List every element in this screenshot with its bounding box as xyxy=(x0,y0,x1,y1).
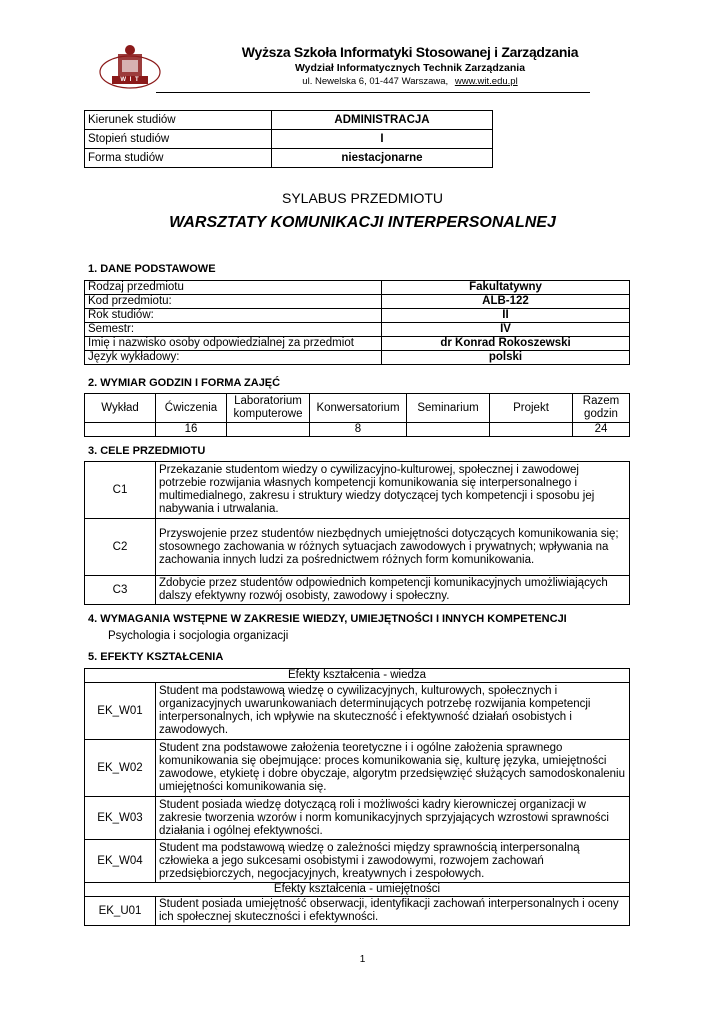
page-number: 1 xyxy=(359,954,366,965)
info-label: Kierunek studiów xyxy=(85,111,272,130)
value-lab xyxy=(227,423,310,437)
col-project: Projekt xyxy=(490,394,573,423)
value-seminar xyxy=(407,423,490,437)
col-lab: Laboratorium komputerowe xyxy=(227,394,310,423)
outcome-code: EK_W01 xyxy=(85,683,156,740)
goal-text: Przekazanie studentom wiedzy o cywilizacyjno-kulturowej, społecznej i zawodowej potrzebie rozwijania własnych kompetencji komunikowania się interpersonalnego i multimedialnego, zakresu i struktury wiedzy dotyczącej tych kompetencji i sposobu jej nabywania i utrwalania. xyxy=(156,462,630,519)
row-value: II xyxy=(382,309,630,323)
school-name: Wyższa Szkoła Informatyki Stosowanej i Zarządzania xyxy=(241,44,579,60)
skills-header: Efekty kształcenia - umiejętności xyxy=(85,883,630,897)
table-row xyxy=(85,295,630,309)
wit-crest-icon xyxy=(98,40,162,92)
col-seminar: Seminarium xyxy=(407,394,490,423)
address: ul. Newelska 6, 01-447 Warszawa, xyxy=(302,76,449,87)
outcome-text: Student posiada umiejętność obserwacji, identyfikacji zachowań interpersonalnych i oceny ich społecznej skuteczności i efektywności. xyxy=(156,897,630,926)
info-value: niestacjonarne xyxy=(272,149,493,168)
row-value: polski xyxy=(382,351,630,365)
table-row xyxy=(85,576,630,605)
table-row xyxy=(85,423,630,437)
table-row xyxy=(85,130,493,149)
outcome-text: Student ma podstawową wiedzę o cywilizacyjnych, kulturowych, społecznych i organizacyjnych uwarunkowaniach determinujących potrzebę rozwijania kompetencji interpersonalnych, ich wpływie na skuteczność i efektywność działań osobistych i zawodowych. xyxy=(156,683,630,740)
section-2-title: 2. WYMIAR GODZIN I FORMA ZAJĘĆ xyxy=(88,377,281,389)
value-project xyxy=(490,423,573,437)
row-label: Semestr: xyxy=(85,323,382,337)
table-row xyxy=(85,149,493,168)
col-total: Razem godzin xyxy=(573,394,630,423)
info-value: I xyxy=(272,130,493,149)
section-3-title: 3. CELE PRZEDMIOTU xyxy=(88,445,206,457)
faculty-name: Wydział Informatycznych Technik Zarządzania xyxy=(294,62,526,74)
row-label: Rok studiów: xyxy=(85,309,382,323)
table-row xyxy=(85,797,630,840)
goal-code: C3 xyxy=(85,576,156,605)
logo-text: W I T xyxy=(120,77,140,83)
row-label: Imię i nazwisko osoby odpowiedzialnej za przedmiot xyxy=(85,337,382,351)
value-lecture xyxy=(85,423,156,437)
row-value: IV xyxy=(382,323,630,337)
table-row xyxy=(85,519,630,576)
section-1-title: 1. DANE PODSTAWOWE xyxy=(88,263,216,275)
info-label: Stopień studiów xyxy=(85,130,272,149)
table-row xyxy=(85,462,630,519)
row-value: dr Konrad Rokoszewski xyxy=(382,337,630,351)
table-row xyxy=(85,840,630,883)
goal-code: C1 xyxy=(85,462,156,519)
basic-data-table xyxy=(84,280,630,365)
outcome-code: EK_W03 xyxy=(85,797,156,840)
table-row xyxy=(85,323,630,337)
outcome-code: EK_W04 xyxy=(85,840,156,883)
section-4-title: 4. WYMAGANIA WSTĘPNE W ZAKRESIE WIEDZY, UMIEJĘTNOŚCI I INNYCH KOMPETENCJI xyxy=(88,613,567,625)
table-row xyxy=(85,683,630,740)
header-rule xyxy=(156,92,590,93)
prerequisites-text: Psychologia i socjologia organizacji xyxy=(108,630,289,642)
table-subheader-row xyxy=(85,669,630,683)
outcome-text: Student zna podstawowe założenia teoretyczne i i ogólne założenia sprawnego komunikowania się obejmujące: proces komunikowania się, kulturę języka, umiejętności zawodowe, etykietę i dobre obyczaje, algorytm przedsięwzięć służących samodoskonaleniu umiejętności komunikowania się. xyxy=(156,740,630,797)
school-logo xyxy=(98,40,162,92)
goal-text: Przyswojenie przez studentów niezbędnych umiejętności dotyczących komunikowania się; stosownego zachowania w różnych sytuacjach zawodowych i prywatnych; wpływania na zachowania innych ludzi za pośrednictwem różnych form komunikowania. xyxy=(156,519,630,576)
syllabus-label: SYLABUS PRZEDMIOTU xyxy=(281,190,444,206)
outcome-code: EK_U01 xyxy=(85,897,156,926)
info-value: ADMINISTRACJA xyxy=(272,111,493,130)
value-total: 24 xyxy=(573,423,630,437)
address-line xyxy=(240,76,580,87)
table-row xyxy=(85,740,630,797)
outcomes-table xyxy=(84,668,630,926)
value-conversatorium: 8 xyxy=(310,423,407,437)
study-info-table xyxy=(84,110,493,168)
website-link[interactable]: www.wit.edu.pl xyxy=(454,76,518,87)
table-header-row xyxy=(85,394,630,423)
table-row xyxy=(85,897,630,926)
info-label: Forma studiów xyxy=(85,149,272,168)
value-exercises: 16 xyxy=(156,423,227,437)
table-row xyxy=(85,351,630,365)
table-row xyxy=(85,309,630,323)
row-value: ALB-122 xyxy=(382,295,630,309)
col-exercises: Ćwiczenia xyxy=(156,394,227,423)
col-conversatorium: Konwersatorium xyxy=(310,394,407,423)
col-lecture: Wykład xyxy=(85,394,156,423)
row-label: Rodzaj przedmiotu xyxy=(85,281,382,295)
table-row xyxy=(85,337,630,351)
row-value: Fakultatywny xyxy=(382,281,630,295)
outcome-code: EK_W02 xyxy=(85,740,156,797)
goal-code: C2 xyxy=(85,519,156,576)
course-title: WARSZTATY KOMUNIKACJI INTERPERSONALNEJ xyxy=(169,214,556,231)
table-row xyxy=(85,111,493,130)
section-5-title: 5. EFEKTY KSZTAŁCENIA xyxy=(88,651,224,663)
knowledge-header: Efekty kształcenia - wiedza xyxy=(85,669,630,683)
hours-table xyxy=(84,393,630,437)
row-label: Język wykładowy: xyxy=(85,351,382,365)
goal-text: Zdobycie przez studentów odpowiednich kompetencji komunikacyjnych umożliwiających dalszy efektywny rozwój osobisty, zawodowy i społeczny. xyxy=(156,576,630,605)
table-subheader-row xyxy=(85,883,630,897)
row-label: Kod przedmiotu: xyxy=(85,295,382,309)
outcome-text: Student posiada wiedzę dotyczącą roli i możliwości kadry kierowniczej organizacji w zakresie tworzenia wzorów i norm komunikacyjnych sprzyjających wzrostowi sprawności działania i ogólnej efektywności. xyxy=(156,797,630,840)
table-row xyxy=(85,281,630,295)
goals-table xyxy=(84,461,630,605)
outcome-text: Student ma podstawową wiedzę o zależności między sprawnością interpersonalną człowieka a jego sukcesami osobistymi i zawodowymi, rozwojem zachowań przedsiębiorczych, negocjacyjnych, kreatywnych i zespołowych. xyxy=(156,840,630,883)
